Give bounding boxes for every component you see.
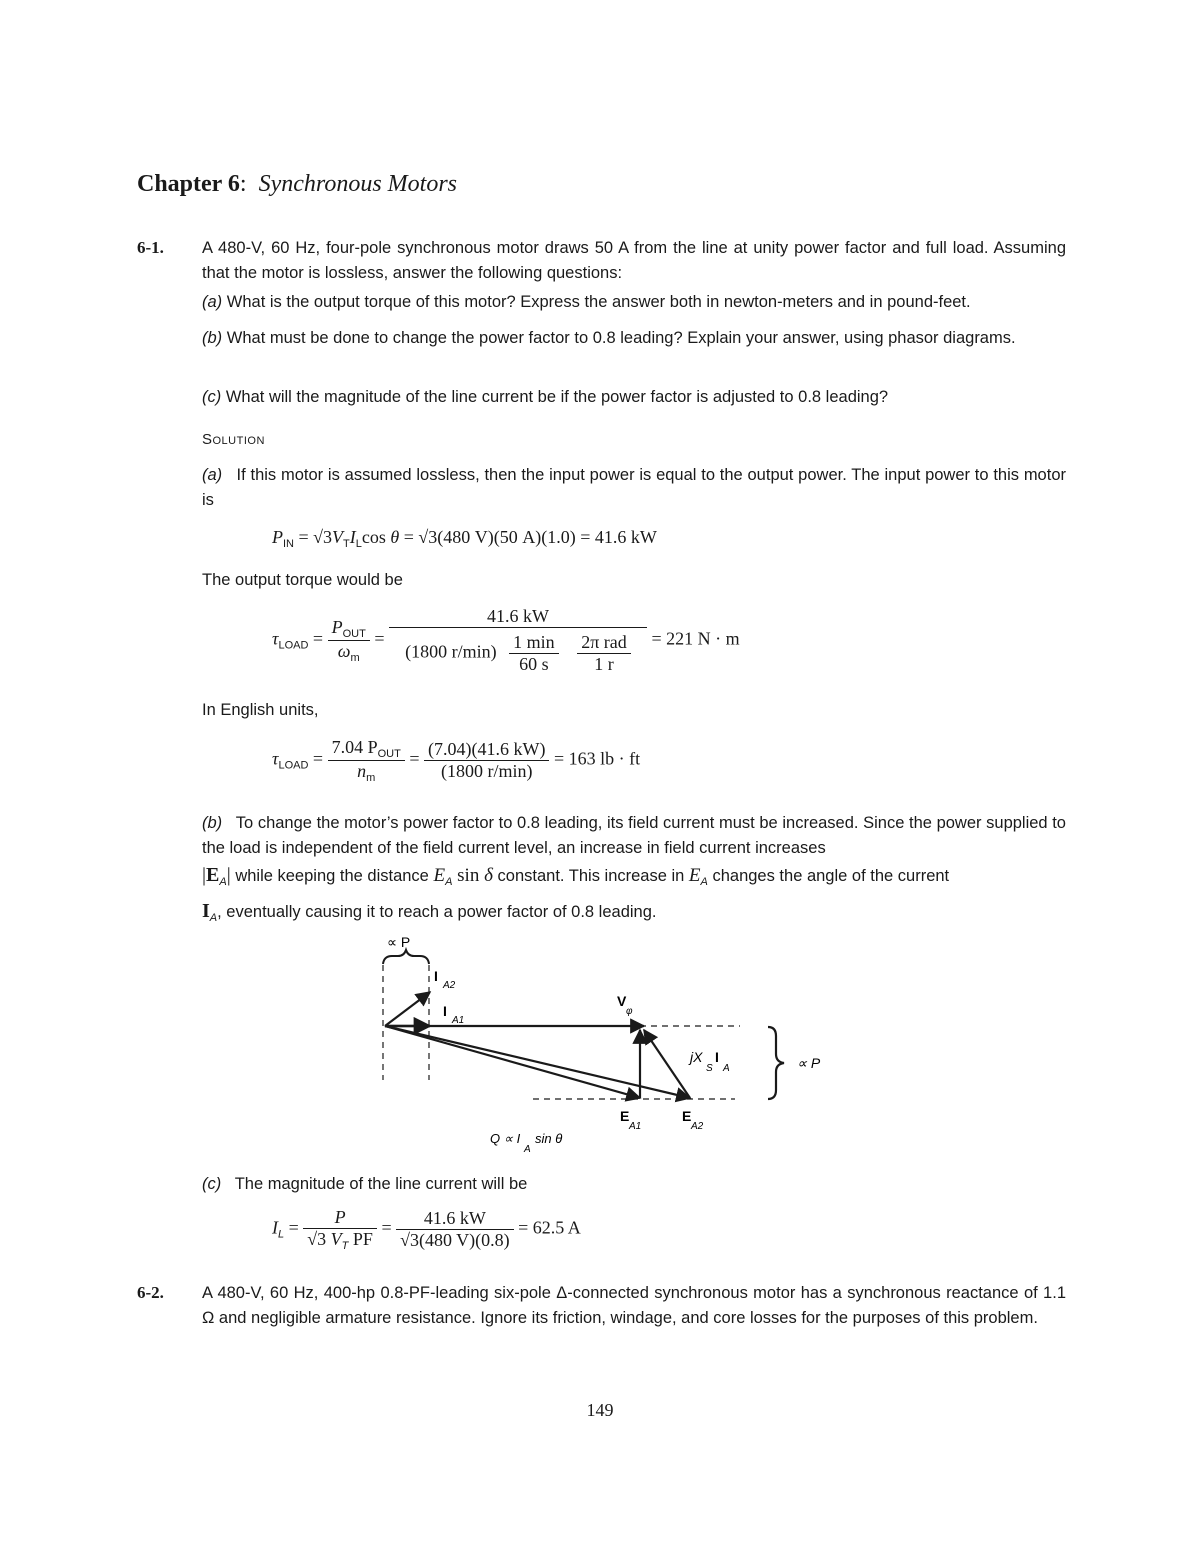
ia2-phasor xyxy=(385,992,430,1026)
label-ea1: E xyxy=(620,1108,630,1124)
pin-equation: $P_{IN} = √3V_TI_L\cos$ θ = √3(480 V)(50 A)(1.0) = 41.6 kW xyxy=(272,527,657,550)
label-q: Q ∝ I xyxy=(490,1131,521,1146)
chapter-label: Chapter 6 xyxy=(137,171,240,197)
problem-part-c xyxy=(202,385,1066,410)
label-q-sub: A xyxy=(524,1144,531,1155)
il-num-right: 41.6 kW xyxy=(423,1208,486,1228)
solution-heading: Solution xyxy=(202,431,265,448)
english-intro: In English units, xyxy=(202,701,319,719)
solution-b-body: To change the motor’s power factor to 0.8 leading, its field current must be increased. Since the power supplied to the load is independent of the field current level, an increase in field current increases xyxy=(202,814,1066,857)
diagram-p-right-label: ∝ P xyxy=(797,1055,821,1071)
part-b-text: What must be done to change the power factor to 0.8 leading? Explain your answer, using phasor diagrams. xyxy=(226,329,1016,347)
problem-statement-6-1: A 480-V, 60 Hz, four-pole synchronous motor draws 50 A from the line at unity power factor and full load. Assuming that the motor is lossless, answer the following questions: xyxy=(202,239,1066,282)
chapter-title xyxy=(137,171,457,198)
solution-c-body: The magnitude of the line current will be xyxy=(234,1175,528,1193)
phasor-diagram xyxy=(0,925,1200,1160)
label-ia2-sub: A2 xyxy=(443,980,456,991)
label-ia1-sub: A1 xyxy=(452,1015,465,1026)
torque-f1-num: 1 min xyxy=(509,632,559,654)
label-jxs-i-sub: A xyxy=(723,1063,730,1074)
english-equation: $\tau_{LOAD}$ = $\frac{7.04 P_{OUT}}{n_m}$ = $\frac{(7.04)(41.6 kW)}{(1800 r/\min)}$ = 163 lb · ft xyxy=(272,737,641,784)
label-vphi: V xyxy=(617,993,627,1009)
solution-b-text3: constant. This increase in xyxy=(497,867,685,885)
solution-b-text2: while keeping the distance xyxy=(235,867,429,885)
label-jxs: jX xyxy=(690,1049,703,1065)
part-c-label: (c) xyxy=(202,388,222,406)
solution-c-text xyxy=(202,1172,527,1197)
il-result: = 62.5 A xyxy=(518,1217,581,1238)
label-ea1-sub: A1 xyxy=(629,1121,642,1132)
solution-b-text xyxy=(202,811,1066,861)
label-vphi-sub: φ xyxy=(626,1006,633,1017)
torque-f2-den: 1 r xyxy=(594,654,614,674)
label-ia2: I xyxy=(434,968,438,984)
part-a-text: What is the output torque of this motor? Express the answer both in newton-meters and in pound-feet. xyxy=(226,293,971,311)
ea2-phasor xyxy=(385,1026,690,1098)
solution-a-text xyxy=(202,463,1066,513)
english-den-right: (1800 r/min) xyxy=(424,760,549,782)
torque-numerator: 41.6 kW xyxy=(486,606,549,626)
part-a-label: (a) xyxy=(202,293,223,311)
label-q-tail: sin θ xyxy=(535,1131,563,1146)
brace-top xyxy=(383,950,429,964)
label-jxs-sub: S xyxy=(706,1063,713,1074)
solution-b-line3: $|E_A|$ while keeping the distance $E_A$ sin δ constant. This increase in $E_A$ changes the angle of the current xyxy=(202,864,950,888)
solution-b-label: (b) xyxy=(202,814,223,832)
chapter-subject: Synchronous Motors xyxy=(258,171,457,197)
english-result: = 163 lb · ft xyxy=(553,748,641,769)
label-ea2: E xyxy=(682,1108,692,1124)
solution-c-label: (c) xyxy=(202,1175,222,1193)
torque-f1-den: 60 s xyxy=(519,654,549,674)
solution-b-line4: $I_A$, eventually causing it to reach a power factor of 0.8 leading. xyxy=(202,900,657,924)
solution-b-text5: , eventually causing it to reach a power factor of 0.8 leading. xyxy=(217,903,657,921)
torque-speed: (1800 r/min) xyxy=(405,641,497,662)
pin-equation-value: = √3(480 V)(50 A)(1.0) = 41.6 kW xyxy=(403,527,657,547)
page-number: 149 xyxy=(586,1400,614,1420)
torque-equation: $\tau_{LOAD}$ = $\frac{P_{OUT}}{\omega_m}$ = 41.6 kW (1800 r/min) $\frac{1 \min}{60 s}$ $\frac{\text{2π rad}}{1 r}$ = 221 N · m xyxy=(272,606,740,674)
problem-statement-6-2: A 480-V, 60 Hz, 400-hp 0.8-PF-leading six-pole Δ-connected synchronous motor has a synchronous reactance of 1.1 Ω and negligible armature resistance. Ignore its friction, windage, and core losses for the purposes of this problem. xyxy=(202,1284,1066,1327)
torque-intro: The output torque would be xyxy=(202,571,403,589)
chapter-separator: : xyxy=(239,171,247,197)
part-c-text: What will the magnitude of the line current be if the power factor is adjusted to 0.8 leading? xyxy=(225,388,889,406)
solution-a-body: If this motor is assumed lossless, then the input power is equal to the output power. The input power to this motor is xyxy=(202,466,1066,509)
label-ia1: I xyxy=(443,1003,447,1019)
brace-right xyxy=(768,1027,784,1099)
problem-number-6-2: 6-2. xyxy=(137,1283,164,1302)
label-jxs-i: I xyxy=(715,1049,719,1065)
problem-part-a xyxy=(202,290,1066,315)
english-num-right: (7.04)(41.6 kW) xyxy=(427,739,546,759)
solution-b-text4: changes the angle of the current xyxy=(712,867,950,885)
problem-part-b xyxy=(202,326,1066,351)
solution-a-label: (a) xyxy=(202,466,223,484)
label-ea2-sub: A2 xyxy=(691,1121,704,1132)
torque-f2-num: 2π rad xyxy=(577,632,631,654)
torque-result: = 221 N · m xyxy=(651,628,740,649)
il-den-right: √3(480 V)(0.8) xyxy=(396,1229,514,1251)
problem-number-6-1: 6-1. xyxy=(137,238,164,257)
line-current-equation: $I_L$ = $\frac{P}{√3 V_T PF}$ = $\frac{41.6 kW}{√3(480 V)(0.8)}$ = 62.5 A xyxy=(272,1207,581,1252)
english-num-left: 7.04 P xyxy=(331,737,378,757)
part-b-label: (b) xyxy=(202,329,223,347)
diagram-p-top-label: ∝ P xyxy=(387,934,411,950)
ea1-phasor xyxy=(385,1026,640,1098)
